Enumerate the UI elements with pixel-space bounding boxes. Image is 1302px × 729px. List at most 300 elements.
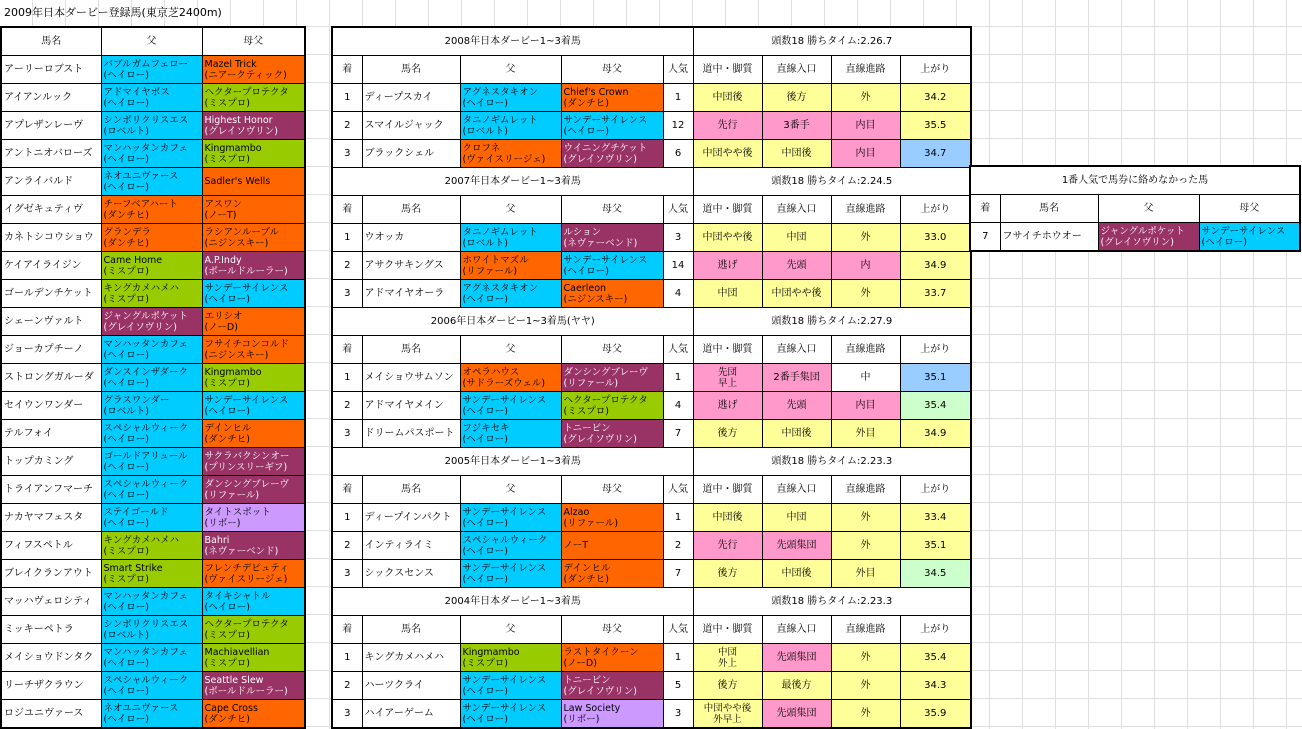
last-3f-cell[interactable]: 35.1 [900,532,971,560]
finish-position-cell[interactable]: 1 [332,224,362,252]
column-header[interactable]: 父 [460,196,561,224]
running-style-cell[interactable]: 後方 [693,560,762,588]
sire-cell[interactable] [460,364,561,392]
sire-cell[interactable] [101,560,202,588]
finish-position-cell[interactable]: 3 [332,700,362,729]
horse-name-cell[interactable]: ハーツクライ [362,672,460,700]
column-header[interactable]: 馬名 [362,196,460,224]
column-header[interactable]: 上がり [900,196,971,224]
stretch-entry-cell[interactable]: 中団やや後 [762,280,831,308]
stretch-path-cell[interactable]: 内目 [831,112,900,140]
horse-name-cell[interactable]: ディープスカイ [362,84,460,112]
column-header[interactable]: 人気 [663,616,693,644]
running-style-cell[interactable]: 中団やや後 [693,140,762,168]
last-3f-cell[interactable]: 34.3 [900,672,971,700]
stretch-path-cell[interactable]: 内目 [831,392,900,420]
dam-sire-cell[interactable] [561,280,663,308]
dam-sire-cell[interactable] [561,700,663,729]
sire-cell[interactable] [460,140,561,168]
sire-cell[interactable] [101,644,202,672]
horse-name-cell[interactable]: メイショウドンタク [1,644,101,672]
dam-sire-cell[interactable] [202,672,305,700]
dam-sire-cell[interactable] [561,560,663,588]
column-header[interactable]: 母父 [202,27,305,56]
column-header[interactable]: 馬名 [362,616,460,644]
column-header[interactable]: 道中・脚質 [693,196,762,224]
stretch-path-cell[interactable]: 中 [831,364,900,392]
column-header[interactable]: 直線入口 [762,56,831,84]
cell-line-2: (ミスプロ) [103,573,149,585]
stretch-path-cell[interactable]: 外 [831,532,900,560]
dam-sire-cell[interactable] [202,56,305,84]
dam-sire-cell[interactable] [561,672,663,700]
table-row [1,140,305,168]
horse-name-cell[interactable]: アントニオバローズ [1,140,101,168]
cell-line-2: (ヴァイスリージェ) [204,573,288,585]
dam-sire-cell[interactable] [202,448,305,476]
cell-line-1: デインヒル [563,562,611,574]
dam-sire-cell[interactable] [202,252,305,280]
horse-name-cell[interactable]: マッハヴェロシティ [1,588,101,616]
dam-sire-cell[interactable] [561,140,663,168]
popularity-cell[interactable]: 5 [663,672,693,700]
column-header[interactable]: 馬名 [362,476,460,504]
popularity-cell[interactable]: 3 [663,700,693,729]
finish-position-cell[interactable]: 3 [332,560,362,588]
finish-position-cell[interactable]: 1 [332,644,362,672]
sire-cell[interactable] [101,588,202,616]
column-header[interactable]: 直線進路 [831,616,900,644]
finish-position-cell[interactable]: 7 [970,223,1000,252]
column-header[interactable]: 着 [332,56,362,84]
running-style-cell[interactable]: 逃げ [693,252,762,280]
dam-sire-cell[interactable] [561,112,663,140]
sire-cell[interactable] [1098,223,1199,252]
dam-sire-cell[interactable] [202,336,305,364]
horse-name-cell[interactable]: アーリーロブスト [1,56,101,84]
horse-name-cell[interactable]: ナカヤマフェスタ [1,504,101,532]
column-header[interactable]: 直線入口 [762,476,831,504]
last-3f-cell[interactable]: 34.9 [900,252,971,280]
horse-name-cell[interactable]: キングカメハメハ [362,644,460,672]
stretch-entry-cell[interactable]: 先頭集団 [762,532,831,560]
column-header[interactable]: 直線進路 [831,196,900,224]
sire-cell[interactable] [101,420,202,448]
running-style-cell[interactable]: 後方 [693,672,762,700]
running-style-cell[interactable] [693,700,762,729]
cell-line-2: (ミスプロ) [103,265,149,277]
stretch-entry-cell[interactable]: 中団 [762,504,831,532]
running-style-cell[interactable]: 中団やや後 [693,224,762,252]
column-header[interactable]: 父 [460,56,561,84]
section-title[interactable]: 2005年日本ダービー1~3着馬 [332,448,693,476]
cell-line-1: サンデーサイレンス [462,506,547,518]
section-info[interactable]: 頭数18 勝ちタイム:2.27.9 [693,308,971,336]
sire-cell[interactable] [101,504,202,532]
sire-cell[interactable] [460,280,561,308]
column-header[interactable]: 直線入口 [762,196,831,224]
column-header[interactable]: 着 [332,336,362,364]
section-title[interactable]: 2006年日本ダービー1~3着馬(ヤヤ) [332,308,693,336]
sire-cell[interactable] [101,308,202,336]
sire-cell[interactable] [101,56,202,84]
finish-position-cell[interactable]: 2 [332,392,362,420]
column-header[interactable]: 直線進路 [831,336,900,364]
last-3f-cell[interactable]: 35.5 [900,112,971,140]
stretch-entry-cell[interactable]: 最後方 [762,672,831,700]
last-3f-cell[interactable]: 33.7 [900,280,971,308]
dam-sire-cell[interactable] [202,616,305,644]
cell-line-1: チーフベアハート [103,198,178,210]
horse-name-cell[interactable]: シェーンヴァルト [1,308,101,336]
stretch-entry-cell[interactable]: 中団後 [762,420,831,448]
cell-line-1: マンハッタンカフェ [103,646,188,658]
column-header[interactable]: 人気 [663,336,693,364]
stretch-entry-cell[interactable]: 先頭集団 [762,644,831,672]
stretch-path-cell[interactable]: 外目 [831,560,900,588]
popularity-cell[interactable]: 7 [663,420,693,448]
cell-line-1: タイキシャトル [204,590,271,602]
column-header[interactable]: 上がり [900,476,971,504]
table-row [332,700,971,729]
sire-cell[interactable] [101,168,202,196]
last-3f-cell[interactable]: 33.0 [900,224,971,252]
sire-cell[interactable] [101,672,202,700]
dam-sire-cell[interactable] [202,196,305,224]
finish-position-cell[interactable]: 1 [332,504,362,532]
horse-name-cell[interactable]: アンライバルド [1,168,101,196]
sire-cell[interactable] [101,476,202,504]
running-style-cell[interactable] [693,364,762,392]
horse-name-cell[interactable]: アドマイヤオーラ [362,280,460,308]
finish-position-cell[interactable]: 2 [332,672,362,700]
sire-cell[interactable] [101,196,202,224]
popularity-cell[interactable]: 2 [663,532,693,560]
horse-name-cell[interactable]: アサクサキングス [362,252,460,280]
sire-cell[interactable] [460,112,561,140]
column-header[interactable]: 上がり [900,56,971,84]
dam-sire-cell[interactable] [561,224,663,252]
last-3f-cell[interactable]: 35.1 [900,364,971,392]
column-header[interactable]: 着 [970,195,1000,223]
cell-line-1: サクラバクシンオー [204,450,290,462]
cell-line-1: バブルガムフェロー [103,58,189,70]
finish-position-cell[interactable]: 2 [332,252,362,280]
sire-cell[interactable] [460,532,561,560]
sire-cell[interactable] [101,84,202,112]
finish-position-cell[interactable]: 1 [332,84,362,112]
last-3f-cell[interactable]: 35.4 [900,392,971,420]
column-header[interactable]: 人気 [663,56,693,84]
column-header[interactable]: 道中・脚質 [693,616,762,644]
last-3f-cell[interactable]: 33.4 [900,504,971,532]
column-header[interactable]: 父 [460,336,561,364]
horse-name-cell[interactable]: セイウンワンダー [1,392,101,420]
cell-line-1: Kingmambo [204,142,262,154]
dam-sire-cell[interactable] [202,392,305,420]
column-header[interactable]: 馬名 [1000,195,1098,223]
sire-cell[interactable] [101,336,202,364]
popularity-cell[interactable]: 12 [663,112,693,140]
column-header[interactable]: 道中・脚質 [693,56,762,84]
dam-sire-cell[interactable] [561,532,663,560]
dam-sire-cell[interactable] [1199,223,1300,252]
side-title[interactable]: 1番人気で馬券に絡めなかった馬 [970,166,1300,195]
stretch-entry-cell[interactable]: 中団 [762,224,831,252]
horse-name-cell[interactable]: ストロングガルーダ [1,364,101,392]
table-row [1,56,305,84]
finish-position-cell[interactable]: 1 [332,364,362,392]
horse-name-cell[interactable]: テルフォイ [1,420,101,448]
horse-name-cell[interactable]: インティライミ [362,532,460,560]
stretch-path-cell[interactable]: 外 [831,84,900,112]
popularity-cell[interactable]: 7 [663,560,693,588]
column-header[interactable]: 着 [332,616,362,644]
sire-cell[interactable] [460,644,561,672]
stretch-path-cell[interactable]: 外 [831,672,900,700]
column-header[interactable]: 母父 [561,476,663,504]
running-style-cell[interactable]: 後方 [693,420,762,448]
horse-name-cell[interactable]: アドマイヤメイン [362,392,460,420]
stretch-entry-cell[interactable]: 先頭 [762,252,831,280]
column-header[interactable]: 道中・脚質 [693,476,762,504]
column-header[interactable]: 上がり [900,336,971,364]
sire-cell[interactable] [101,616,202,644]
cell-line-1: スペシャルウィーク [103,422,189,434]
dam-sire-cell[interactable] [202,420,305,448]
column-header[interactable]: 父 [1098,195,1199,223]
sire-cell[interactable] [101,448,202,476]
horse-name-cell[interactable]: ドリームパスポート [362,420,460,448]
dam-sire-cell[interactable] [202,560,305,588]
sire-cell[interactable] [460,252,561,280]
dam-sire-cell[interactable] [561,364,663,392]
cell-line-2: (ニジンスキー) [204,237,269,249]
horse-name-cell[interactable]: ウオッカ [362,224,460,252]
column-header[interactable]: 父 [460,616,561,644]
dam-sire-cell[interactable] [561,84,663,112]
section-title-row [332,308,971,336]
horse-name-cell[interactable]: ゴールデンチケット [1,280,101,308]
running-style-cell[interactable]: 逃げ [693,392,762,420]
dam-sire-cell[interactable] [202,280,305,308]
popularity-cell[interactable]: 1 [663,644,693,672]
stretch-path-cell[interactable]: 外目 [831,420,900,448]
stretch-path-cell[interactable]: 内 [831,252,900,280]
sire-cell[interactable] [101,364,202,392]
stretch-entry-cell[interactable]: 中団後 [762,560,831,588]
cell-line-2: (ミスプロ) [563,405,609,417]
finish-position-cell[interactable]: 2 [332,532,362,560]
cell-line-1: ルション [563,226,602,238]
stretch-path-cell[interactable]: 外 [831,280,900,308]
horse-name-cell[interactable]: アイアンルック [1,84,101,112]
sire-cell[interactable] [101,112,202,140]
dam-sire-cell[interactable] [202,364,305,392]
running-style-cell[interactable]: 先行 [693,532,762,560]
column-header[interactable]: 人気 [663,196,693,224]
cell-line-2: (ミスプロ) [204,629,250,641]
finish-position-cell[interactable]: 3 [332,280,362,308]
cell-line-2: (ミスプロ) [103,545,149,557]
popularity-cell[interactable]: 1 [663,504,693,532]
cell-line-2: 外上 [718,657,738,669]
dam-sire-cell[interactable] [561,644,663,672]
sire-cell[interactable] [460,420,561,448]
popularity-cell[interactable]: 14 [663,252,693,280]
race-header-row [332,56,971,84]
dam-sire-cell[interactable] [561,392,663,420]
stretch-entry-cell[interactable]: 後方 [762,84,831,112]
sire-cell[interactable] [101,700,202,729]
column-header[interactable]: 父 [460,476,561,504]
horse-name-cell[interactable]: シックスセンス [362,560,460,588]
horse-name-cell[interactable]: カネトシコウショウ [1,224,101,252]
sire-cell[interactable] [101,140,202,168]
sire-cell[interactable] [101,252,202,280]
dam-sire-cell[interactable] [202,644,305,672]
column-header[interactable]: 人気 [663,476,693,504]
column-header[interactable]: 母父 [561,616,663,644]
horse-name-cell[interactable]: イグゼキュティヴ [1,196,101,224]
dam-sire-cell[interactable] [202,224,305,252]
column-header[interactable]: 母父 [1199,195,1300,223]
running-style-cell[interactable]: 中団後 [693,84,762,112]
section-info[interactable]: 頭数18 勝ちタイム:2.23.3 [693,588,971,616]
dam-sire-cell[interactable] [202,532,305,560]
stretch-entry-cell[interactable]: 3番手 [762,112,831,140]
dam-sire-cell[interactable] [202,476,305,504]
column-header[interactable]: 直線入口 [762,616,831,644]
section-title[interactable]: 2007年日本ダービー1~3着馬 [332,168,693,196]
popularity-cell[interactable]: 6 [663,140,693,168]
cell-line-1: ステイゴールド [103,506,169,518]
popularity-cell[interactable]: 4 [663,280,693,308]
last-3f-cell[interactable]: 34.9 [900,420,971,448]
horse-name-cell[interactable]: ロジユニヴァース [1,700,101,729]
column-header[interactable]: 直線進路 [831,476,900,504]
horse-name-cell[interactable]: リーチザクラウン [1,672,101,700]
sire-cell[interactable] [460,84,561,112]
section-title[interactable]: 2008年日本ダービー1~3着馬 [332,27,693,56]
stretch-path-cell[interactable]: 内目 [831,140,900,168]
sire-cell[interactable] [460,700,561,729]
column-header[interactable]: 上がり [900,616,971,644]
horse-name-cell[interactable]: ハイアーゲーム [362,700,460,729]
stretch-entry-cell[interactable]: 先頭 [762,392,831,420]
sire-cell[interactable] [460,672,561,700]
sire-cell[interactable] [101,280,202,308]
column-header[interactable]: 母父 [561,336,663,364]
last-3f-cell[interactable]: 34.2 [900,84,971,112]
horse-name-cell[interactable]: トップカミング [1,448,101,476]
dam-sire-cell[interactable] [202,140,305,168]
dam-sire-cell[interactable] [202,308,305,336]
sire-cell[interactable] [101,392,202,420]
horse-name-cell[interactable]: ディープインパクト [362,504,460,532]
popularity-cell[interactable]: 1 [663,364,693,392]
running-style-cell[interactable]: 先行 [693,112,762,140]
horse-name-cell[interactable]: フサイチホウオー [1000,223,1098,252]
sire-cell[interactable] [460,560,561,588]
last-3f-cell[interactable]: 35.9 [900,700,971,729]
dam-sire-cell[interactable] [202,168,305,196]
sire-cell[interactable] [460,224,561,252]
dam-sire-cell[interactable] [561,252,663,280]
horse-name-cell[interactable]: トライアンフマーチ [1,476,101,504]
stretch-entry-cell[interactable]: 2番手集団 [762,364,831,392]
last-3f-cell[interactable]: 35.4 [900,644,971,672]
column-header[interactable]: 馬名 [1,27,101,56]
column-header[interactable]: 馬名 [362,56,460,84]
horse-name-cell[interactable]: ジョーカプチーノ [1,336,101,364]
horse-name-cell[interactable]: ケイアイライジン [1,252,101,280]
column-header[interactable]: 直線入口 [762,336,831,364]
column-header[interactable]: 父 [101,27,202,56]
horse-name-cell[interactable]: フィフスペトル [1,532,101,560]
popularity-cell[interactable]: 4 [663,392,693,420]
last-3f-cell[interactable]: 34.5 [900,560,971,588]
stretch-path-cell[interactable]: 外 [831,700,900,729]
running-style-cell[interactable]: 中団後 [693,504,762,532]
column-header[interactable]: 母父 [561,56,663,84]
last-3f-cell[interactable]: 34.7 [900,140,971,168]
column-header[interactable]: 道中・脚質 [693,336,762,364]
dam-sire-cell[interactable] [561,504,663,532]
sire-cell[interactable] [460,504,561,532]
column-header[interactable]: 直線進路 [831,56,900,84]
horse-name-cell[interactable]: スマイルジャック [362,112,460,140]
horse-name-cell[interactable]: ブレイクランアウト [1,560,101,588]
stretch-path-cell[interactable]: 外 [831,644,900,672]
stretch-path-cell[interactable]: 外 [831,224,900,252]
table-row [1,532,305,560]
horse-name-cell[interactable]: メイショウサムソン [362,364,460,392]
section-info[interactable]: 頭数18 勝ちタイム:2.23.3 [693,448,971,476]
horse-name-cell[interactable]: ブラックシェル [362,140,460,168]
section-title[interactable]: 2004年日本ダービー1~3着馬 [332,588,693,616]
dam-sire-cell[interactable] [202,504,305,532]
popularity-cell[interactable]: 3 [663,224,693,252]
horse-name-cell[interactable]: ミッキーペトラ [1,616,101,644]
column-header[interactable]: 着 [332,476,362,504]
stretch-entry-cell[interactable]: 先頭集団 [762,700,831,729]
horse-name-cell[interactable]: アプレザンレーヴ [1,112,101,140]
dam-sire-cell[interactable] [202,84,305,112]
stretch-path-cell[interactable]: 外 [831,504,900,532]
finish-position-cell[interactable]: 3 [332,420,362,448]
popularity-cell[interactable]: 1 [663,84,693,112]
column-header[interactable]: 馬名 [362,336,460,364]
dam-sire-cell[interactable] [202,700,305,729]
dam-sire-cell[interactable] [202,112,305,140]
dam-sire-cell[interactable] [561,420,663,448]
dam-sire-cell[interactable] [202,588,305,616]
sire-cell[interactable] [101,224,202,252]
sire-cell[interactable] [460,392,561,420]
finish-position-cell[interactable]: 2 [332,112,362,140]
section-info[interactable]: 頭数18 勝ちタイム:2.26.7 [693,27,971,56]
stretch-entry-cell[interactable]: 中団後 [762,140,831,168]
finish-position-cell[interactable]: 3 [332,140,362,168]
running-style-cell[interactable]: 中団 [693,280,762,308]
cell-line-2: (ダンチヒ) [204,713,251,725]
sire-cell[interactable] [101,532,202,560]
column-header[interactable]: 母父 [561,196,663,224]
column-header[interactable]: 着 [332,196,362,224]
running-style-cell[interactable] [693,644,762,672]
section-info[interactable]: 頭数18 勝ちタイム:2.24.5 [693,168,971,196]
